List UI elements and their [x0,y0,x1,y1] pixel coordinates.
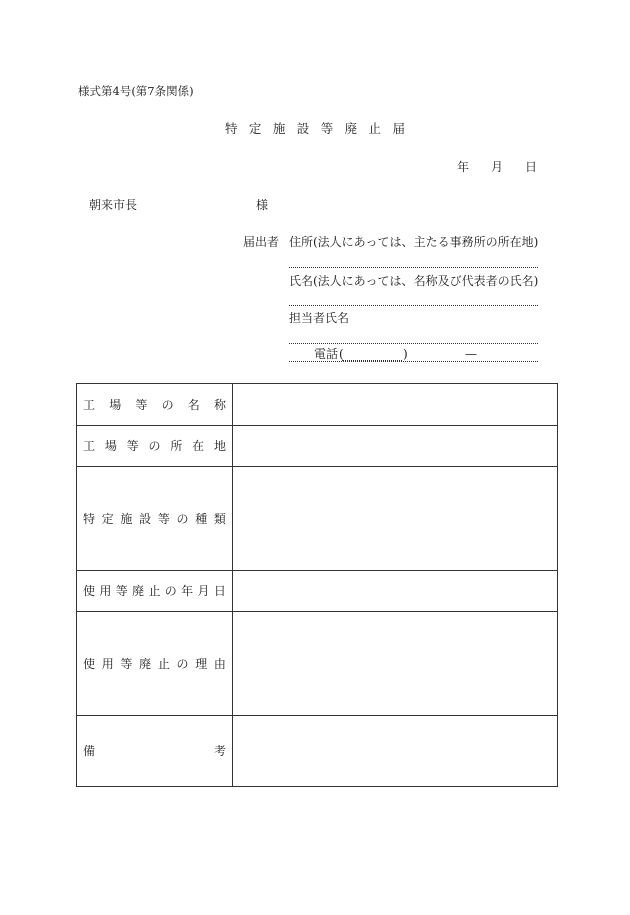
facility-info-table [76,383,558,787]
table-row [77,467,558,571]
label-char: 地 [213,439,226,453]
table-label-cell [77,612,233,716]
abolition-reason-label [83,658,226,670]
phone-dash: — [465,347,477,361]
label-char: の [161,397,174,412]
label-char: 類 [213,511,226,526]
label-char: 在 [192,439,205,453]
addressee-honorific: 様 [256,198,269,212]
phone-area-open: ( [339,347,344,361]
table-label-cell [77,384,233,426]
facility-name-input[interactable] [233,384,558,426]
label-char: 特 [83,511,96,526]
label-char: 名 [187,397,200,412]
table-row [77,612,558,716]
label-char: 由 [213,656,226,671]
remarks-label [83,745,226,757]
date-month-label: 月 [490,160,503,174]
label-char: 廃 [132,584,145,598]
label-char: 備 [83,744,96,758]
abolition-date-input[interactable] [233,571,558,612]
name-label: 氏名(法人にあっては、名称及び代表者の氏名) [289,274,539,288]
label-char: 用 [101,656,114,671]
title-char: 設 [296,121,310,136]
label-char: 称 [213,397,226,412]
addressee: 朝来市長 [89,198,138,212]
phone-input-line[interactable] [289,361,538,362]
title-char: 定 [248,121,262,136]
title-char: 施 [272,121,286,136]
label-char: 等 [115,584,128,598]
label-char: 種 [195,511,208,526]
label-char: 設 [139,511,152,526]
label-char: 止 [157,656,170,671]
title-char: 等 [320,121,334,136]
label-char: 用 [99,584,112,598]
abolition-date-label [83,585,226,597]
facility-location-label [83,440,226,452]
applicant-label: 届出者 [243,235,280,249]
label-char: の [176,511,189,526]
title-char: 特 [225,121,238,136]
table-label-cell [77,716,233,787]
label-char: の [176,656,189,671]
label-char: 止 [148,584,161,598]
label-char: 等 [126,439,139,453]
contact-person-input-line[interactable] [289,343,538,344]
remarks-input[interactable] [233,716,558,787]
label-char: 日 [213,584,226,598]
abolition-reason-input[interactable] [233,612,558,716]
label-char: 使 [83,584,96,598]
label-char: 定 [101,511,114,526]
label-char: 等 [135,397,148,412]
label-char: 所 [170,439,183,453]
label-char: 工 [83,439,96,453]
form-number: 様式第4号(第7条関係) [78,84,194,98]
table-label-cell [77,426,233,467]
date-field[interactable] [457,161,537,173]
title-char: 止 [368,121,382,136]
table-row [77,716,558,787]
table-row [77,571,558,612]
label-char: 理 [195,656,208,671]
label-char: 月 [197,584,210,598]
date-year-label: 年 [457,160,470,174]
label-char: 等 [120,656,133,671]
facility-name-label [83,399,226,411]
address-input-line[interactable] [289,267,538,268]
label-char: 施 [120,511,133,526]
specified-facility-type-label [83,513,226,525]
document-title [225,123,405,136]
table-label-cell [77,571,233,612]
title-char: 届 [392,121,405,136]
label-char: 年 [181,584,194,598]
label-char: 場 [104,439,117,453]
label-char: 等 [157,511,170,526]
table-row [77,426,558,467]
table-row [77,384,558,426]
label-char: 廃 [139,656,152,671]
phone-area-close: ) [403,347,408,361]
contact-person-label: 担当者氏名 [289,311,350,325]
address-label: 住所(法人にあっては、主たる事務所の所在地) [289,235,539,249]
label-char: 場 [109,397,122,412]
facility-location-input[interactable] [233,426,558,467]
title-char: 廃 [344,121,358,136]
label-char: 考 [213,744,226,758]
phone-label: 電話 [314,347,339,361]
table-label-cell [77,467,233,571]
label-char: の [148,439,161,453]
date-day-label: 日 [524,160,537,174]
label-char: の [164,584,177,598]
specified-facility-type-input[interactable] [233,467,558,571]
name-input-line[interactable] [289,305,538,306]
label-char: 使 [83,656,96,671]
label-char: 工 [83,397,96,412]
